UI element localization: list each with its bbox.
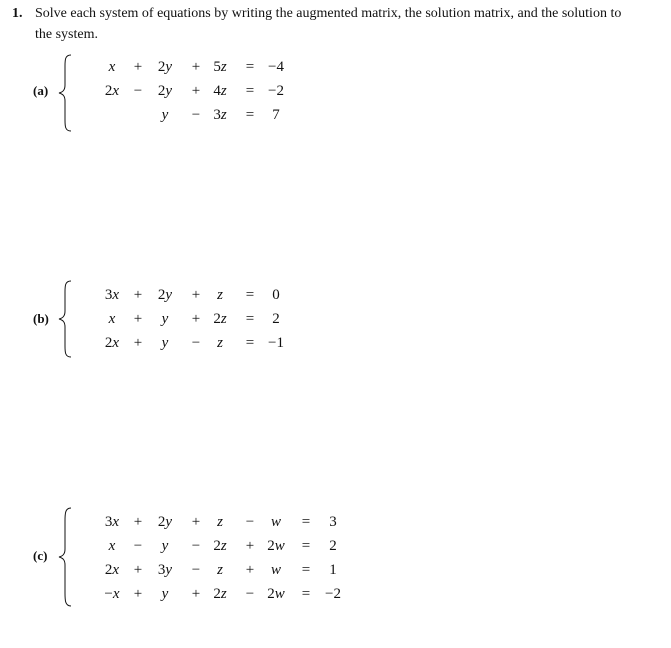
operator: − — [133, 83, 143, 99]
term-z — [205, 562, 235, 579]
coefficient: 4 — [213, 83, 221, 99]
term-z — [205, 83, 235, 100]
term-y — [150, 538, 180, 555]
variable: z — [220, 538, 227, 554]
operator: + — [191, 586, 201, 602]
term-z — [205, 107, 235, 124]
operator: + — [191, 514, 201, 530]
equals-sign: = — [245, 107, 255, 123]
variable: x — [112, 287, 120, 303]
variable: y — [165, 514, 173, 530]
term-y — [150, 287, 180, 304]
term-y — [150, 586, 180, 603]
term-z — [205, 335, 235, 352]
variable: y — [165, 59, 173, 75]
left-brace-a — [58, 54, 74, 132]
question-text-line-2: the system. — [35, 27, 98, 42]
left-brace-c — [58, 507, 74, 607]
coefficient: 2 — [267, 538, 275, 554]
coefficient: 3 — [104, 514, 113, 530]
variable: x — [112, 562, 120, 578]
equals-sign: = — [245, 335, 255, 351]
equals-sign: = — [301, 586, 311, 602]
variable: z — [220, 586, 227, 602]
operator: − — [133, 538, 143, 554]
constant: 1 — [329, 562, 337, 578]
question-text-line-1: Solve each system of equations by writing the augmented matrix, the solution matrix, and the solution to — [35, 6, 622, 21]
equals-sign: = — [301, 538, 311, 554]
constant: 7 — [272, 107, 280, 123]
term-z — [205, 311, 235, 328]
coefficient: 5 — [213, 59, 221, 75]
constant: −2 — [268, 83, 284, 99]
operator: + — [133, 311, 143, 327]
term-w — [261, 514, 291, 531]
variable: z — [217, 335, 223, 351]
variable: x — [108, 311, 116, 327]
constant: 3 — [329, 514, 337, 530]
constant: −4 — [268, 59, 284, 75]
coefficient: − — [104, 586, 113, 602]
operator: − — [191, 335, 201, 351]
left-brace-b — [58, 280, 74, 358]
constant: −2 — [325, 586, 341, 602]
operator: − — [191, 107, 201, 123]
coefficient: 2 — [157, 83, 166, 99]
constant: 2 — [329, 538, 337, 554]
variable: w — [274, 538, 285, 554]
term-y — [150, 107, 180, 124]
part-label-a: (a) — [33, 83, 49, 98]
operator: − — [245, 586, 255, 602]
operator: + — [133, 287, 143, 303]
coefficient: 2 — [213, 311, 221, 327]
coefficient: 2 — [213, 538, 221, 554]
variable: x — [108, 59, 116, 75]
variable: y — [161, 586, 169, 602]
variable: w — [274, 586, 285, 602]
term-z — [205, 59, 235, 76]
variable: w — [270, 514, 281, 530]
operator: + — [133, 335, 143, 351]
variable: x — [112, 514, 120, 530]
term-w — [261, 538, 291, 555]
variable: z — [217, 287, 223, 303]
term-z — [205, 586, 235, 603]
variable: x — [112, 586, 120, 602]
operator: − — [245, 514, 255, 530]
variable: y — [161, 311, 169, 327]
equals-sign: = — [301, 514, 311, 530]
coefficient: 2 — [267, 586, 275, 602]
operator: + — [191, 59, 201, 75]
equals-sign: = — [245, 59, 255, 75]
equals-sign: = — [245, 287, 255, 303]
term-y — [150, 335, 180, 352]
part-label-c: (c) — [33, 548, 48, 563]
variable: y — [165, 287, 173, 303]
variable: y — [165, 562, 173, 578]
operator: + — [191, 83, 201, 99]
variable: z — [220, 107, 227, 123]
term-y — [150, 83, 180, 100]
constant: 2 — [272, 311, 280, 327]
term-z — [205, 514, 235, 531]
term-z — [205, 538, 235, 555]
coefficient: 2 — [104, 335, 113, 351]
variable: y — [161, 107, 169, 123]
variable: z — [217, 514, 223, 530]
variable: y — [161, 538, 169, 554]
variable: y — [161, 335, 169, 351]
coefficient: 2 — [157, 514, 166, 530]
variable: x — [108, 538, 116, 554]
operator: − — [191, 562, 201, 578]
part-label-b: (b) — [33, 311, 49, 326]
coefficient: 2 — [157, 59, 166, 75]
coefficient: 2 — [157, 287, 166, 303]
constant: −1 — [268, 335, 284, 351]
term-y — [150, 311, 180, 328]
term-w — [261, 562, 291, 579]
term-z — [205, 287, 235, 304]
question-number: 1. — [12, 6, 23, 21]
coefficient: 3 — [157, 562, 166, 578]
operator: + — [245, 562, 255, 578]
term-y — [150, 562, 180, 579]
variable: y — [165, 83, 173, 99]
term-w — [261, 586, 291, 603]
term-y — [150, 514, 180, 531]
term-y — [150, 59, 180, 76]
equals-sign: = — [301, 562, 311, 578]
operator: + — [133, 586, 143, 602]
variable: z — [220, 83, 227, 99]
variable: z — [220, 59, 227, 75]
coefficient: 3 — [104, 287, 113, 303]
coefficient: 3 — [213, 107, 221, 123]
variable: w — [270, 562, 281, 578]
operator: + — [133, 514, 143, 530]
operator: + — [245, 538, 255, 554]
equals-sign: = — [245, 311, 255, 327]
operator: + — [191, 287, 201, 303]
variable: x — [112, 335, 120, 351]
constant: 0 — [272, 287, 280, 303]
equals-sign: = — [245, 83, 255, 99]
operator: + — [133, 562, 143, 578]
coefficient: 2 — [213, 586, 221, 602]
coefficient: 2 — [104, 83, 113, 99]
operator: − — [191, 538, 201, 554]
operator: + — [133, 59, 143, 75]
variable: z — [217, 562, 223, 578]
operator: + — [191, 311, 201, 327]
variable: z — [220, 311, 227, 327]
coefficient: 2 — [104, 562, 113, 578]
variable: x — [112, 83, 120, 99]
